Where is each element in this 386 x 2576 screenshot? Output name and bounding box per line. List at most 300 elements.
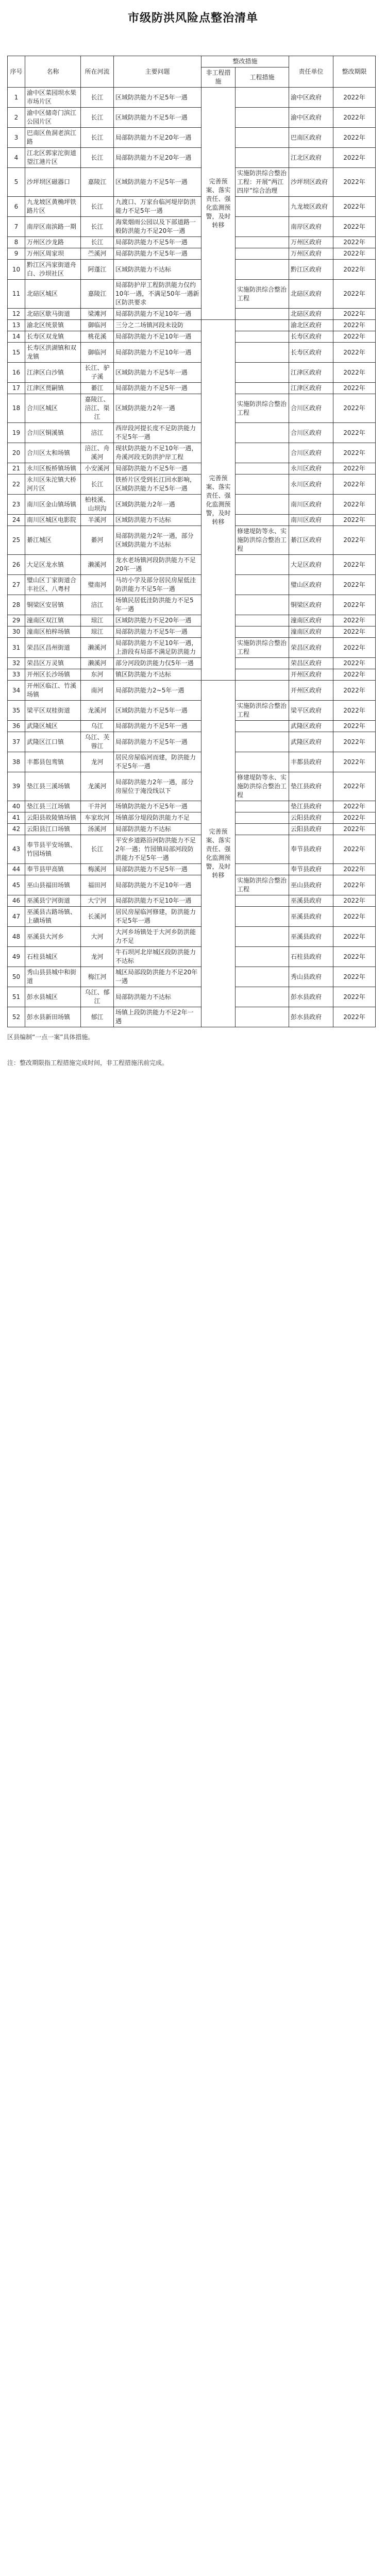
row-river: 龙河 [81, 752, 114, 772]
row-deadline: 2022年 [333, 526, 376, 555]
row-engineering [236, 197, 289, 217]
table-row [8, 237, 376, 248]
row-deadline: 2022年 [333, 947, 376, 967]
row-river: 苎溪河 [81, 248, 114, 260]
row-problem: 区域防洪能力不足5年一遇 [114, 108, 202, 128]
table-row [8, 681, 376, 701]
row-seq: 4 [8, 148, 25, 168]
table-row [8, 108, 376, 128]
row-name: 彭水县新田场镇 [25, 1007, 81, 1027]
row-problem: 局部防洪能力不足5年一遇 [114, 383, 202, 394]
row-engineering [236, 331, 289, 343]
row-deadline: 2022年 [333, 835, 376, 864]
table-body [8, 88, 376, 1027]
row-problem: 局部防洪能力不足5年一遇 [114, 248, 202, 260]
row-deadline: 2022年 [333, 732, 376, 752]
row-engineering: 修建堤防等永、实施防洪综合整治工程 [236, 526, 289, 555]
row-problem: 区域防洪能力不达标 [114, 515, 202, 526]
row-seq: 42 [8, 824, 25, 835]
row-unit: 垫江县政府 [289, 801, 333, 812]
row-engineering [236, 320, 289, 331]
row-unit: 彭水县政府 [289, 1007, 333, 1027]
row-seq: 52 [8, 1007, 25, 1027]
row-river: 半溪河 [81, 515, 114, 526]
row-problem: 局部防护岸工程防洪能力仅约10年一遇，不满足50年一遇新区防洪要求 [114, 280, 202, 309]
row-problem: 三分之二场镇河段未设防 [114, 320, 202, 331]
row-deadline: 2022年 [333, 383, 376, 394]
row-problem: 居民房屋临河而建，防洪能力不足5年一遇 [114, 752, 202, 772]
table-row [8, 947, 376, 967]
row-engineering [236, 895, 289, 907]
table-row [8, 615, 376, 626]
row-unit: 云阳县政府 [289, 812, 333, 824]
row-unit: 潼南区政府 [289, 626, 333, 638]
row-deadline: 2022年 [333, 967, 376, 987]
row-engineering [236, 812, 289, 824]
row-name: 北碚区歇马街道 [25, 309, 81, 320]
row-deadline: 2022年 [333, 721, 376, 732]
row-engineering [236, 927, 289, 947]
row-deadline: 2022年 [333, 88, 376, 108]
row-name: 大足区龙水镇 [25, 555, 81, 575]
row-seq: 47 [8, 907, 25, 927]
row-engineering [236, 108, 289, 128]
row-name: 綦江城区 [25, 526, 81, 555]
row-river: 濑溪河 [81, 658, 114, 669]
row-engineering [236, 732, 289, 752]
row-seq: 49 [8, 947, 25, 967]
row-name: 北碚区城区 [25, 280, 81, 309]
row-name: 石柱县城区 [25, 947, 81, 967]
row-engineering [236, 626, 289, 638]
row-problem: 现状防洪能力不足10年一遇，舟溪河段无防洪护岸工程 [114, 443, 202, 463]
row-unit: 綦江区政府 [289, 526, 333, 555]
row-river: 濑溪河 [81, 555, 114, 575]
row-seq: 50 [8, 967, 25, 987]
row-engineering [236, 575, 289, 595]
row-problem: 场镇防洪能力不足5年一遇 [114, 801, 202, 812]
row-engineering [236, 615, 289, 626]
row-unit: 彭水县政府 [289, 987, 333, 1007]
row-name: 黔江区冯家街道舟白、沙坝社区 [25, 260, 81, 280]
row-seq: 15 [8, 343, 25, 363]
row-unit: 万州区政府 [289, 248, 333, 260]
row-name: 荣昌区万灵镇 [25, 658, 81, 669]
row-river: 琼江 [81, 615, 114, 626]
header-river: 所在河流 [81, 56, 114, 88]
row-name: 巫溪县大河乡 [25, 927, 81, 947]
row-deadline: 2022年 [333, 555, 376, 575]
row-deadline: 2022年 [333, 824, 376, 835]
row-seq: 13 [8, 320, 25, 331]
row-engineering [236, 248, 289, 260]
table-row [8, 801, 376, 812]
row-deadline: 2022年 [333, 801, 376, 812]
row-seq: 38 [8, 752, 25, 772]
row-seq: 12 [8, 309, 25, 320]
table-row [8, 626, 376, 638]
row-seq: 3 [8, 128, 25, 148]
row-engineering: 修建堤防等永、实施防洪综合整治工程 [236, 772, 289, 801]
row-engineering [236, 443, 289, 463]
row-engineering [236, 217, 289, 237]
table-row [8, 812, 376, 824]
row-unit: 江北区政府 [289, 148, 333, 168]
row-river: 长江 [81, 197, 114, 217]
row-river: 嘉陵江、涪江、渠江 [81, 394, 114, 423]
row-name: 合川区太和场镇 [25, 443, 81, 463]
row-engineering [236, 681, 289, 701]
row-deadline: 2022年 [333, 248, 376, 260]
row-seq: 25 [8, 526, 25, 555]
row-name: 南岸区南滨路一期 [25, 217, 81, 237]
row-seq: 34 [8, 681, 25, 701]
row-name: 潼南区双江镇 [25, 615, 81, 626]
row-seq: 18 [8, 394, 25, 423]
row-deadline: 2022年 [333, 148, 376, 168]
row-problem: 西岸段河提长度不足防洪能力不足5年一遇 [114, 423, 202, 443]
row-problem: 牛石坝河北岸城区段防洪能力不达标 [114, 947, 202, 967]
row-deadline: 2022年 [333, 638, 376, 658]
row-seq: 27 [8, 575, 25, 595]
table-row [8, 907, 376, 927]
row-problem: 场镇部分堤段防洪能力不足 [114, 812, 202, 824]
row-unit: 巫溪县政府 [289, 927, 333, 947]
row-engineering: 实施防洪综合整治工程 [236, 638, 289, 658]
row-name: 渝中区菜园坝水果市场片区 [25, 88, 81, 108]
row-problem: 九渡口、万家台临河堤岸防洪能力不足5年一遇 [114, 197, 202, 217]
row-engineering [236, 555, 289, 575]
row-problem: 局部防洪能力不足5年一遇 [114, 732, 202, 752]
row-unit: 万州区政府 [289, 237, 333, 248]
row-river: 车家坎河 [81, 812, 114, 824]
row-deadline: 2022年 [333, 217, 376, 237]
row-engineering [236, 801, 289, 812]
row-engineering [236, 907, 289, 927]
row-name: 巫溪县宁河街道 [25, 895, 81, 907]
row-deadline: 2022年 [333, 895, 376, 907]
row-river: 桃花溪 [81, 331, 114, 343]
row-problem: 局部防洪能力2年一遇，部分区域防洪能力不达标 [114, 526, 202, 555]
row-river: 南河 [81, 681, 114, 701]
row-name: 渝中区储奇门滨江公园片区 [25, 108, 81, 128]
row-problem: 海棠烟雨公园以及下部道路一般防洪能力不足20年一遇 [114, 217, 202, 237]
row-river: 汤溪河 [81, 824, 114, 835]
row-seq: 29 [8, 615, 25, 626]
row-river: 长江 [81, 474, 114, 495]
row-deadline: 2022年 [333, 320, 376, 331]
row-unit: 大足区政府 [289, 555, 333, 575]
row-unit: 南岸区政府 [289, 217, 333, 237]
row-unit: 巴南区政府 [289, 128, 333, 148]
row-seq: 1 [8, 88, 25, 108]
row-name: 长寿区洪湖镇和双龙镇 [25, 343, 81, 363]
row-river: 濑溪河 [81, 638, 114, 658]
row-problem: 平安乡道路沿河防洪能力不足2年一遇；竹园镇局部河段防洪能力不足5年一遇 [114, 835, 202, 864]
row-deadline: 2022年 [333, 772, 376, 801]
row-seq: 7 [8, 217, 25, 237]
table-row [8, 280, 376, 309]
row-problem: 居民房屋临河修建，防洪能力不足5年一遇 [114, 907, 202, 927]
row-seq: 6 [8, 197, 25, 217]
row-unit: 秀山县政府 [289, 967, 333, 987]
table-row [8, 515, 376, 526]
row-problem: 区域防洪能力不足5年一遇 [114, 701, 202, 721]
row-name: 江津区白沙镇 [25, 363, 81, 383]
row-problem: 城区局部段防洪能力不足20年一遇 [114, 967, 202, 987]
footer-note: 注：整改期限指工程措施完成时间，非工程措施汛前完成。 [7, 1059, 169, 1066]
row-unit: 丰都县政府 [289, 752, 333, 772]
row-unit: 合川区政府 [289, 423, 333, 443]
row-unit: 南川区政府 [289, 515, 333, 526]
row-engineering [236, 824, 289, 835]
table-row [8, 927, 376, 947]
row-problem: 龙水老场镇河段防洪能力不足20年一遇 [114, 555, 202, 575]
row-engineering [236, 864, 289, 875]
table-row [8, 197, 376, 217]
risk-point-table [7, 56, 376, 1027]
row-river: 干井河 [81, 801, 114, 812]
table-row [8, 128, 376, 148]
table-row [8, 217, 376, 237]
row-deadline: 2022年 [333, 108, 376, 128]
row-seq: 51 [8, 987, 25, 1007]
table-row [8, 575, 376, 595]
row-unit: 南川区政府 [289, 495, 333, 515]
row-river: 龙溪河 [81, 701, 114, 721]
row-engineering [236, 835, 289, 864]
row-deadline: 2022年 [333, 615, 376, 626]
row-engineering [236, 383, 289, 394]
row-engineering [236, 658, 289, 669]
row-unit: 垫江县政府 [289, 772, 333, 801]
row-river: 梁滩河 [81, 309, 114, 320]
row-name: 巫溪县古路场镇、上磺场镇 [25, 907, 81, 927]
nonengineering-measure-cell: 完善预案、落实责任、强化监测预警，及时转移 [202, 681, 236, 1027]
row-river: 龙河 [81, 947, 114, 967]
row-engineering [236, 669, 289, 681]
row-seq: 21 [8, 463, 25, 474]
row-river: 柏枝溪、山坝沟 [81, 495, 114, 515]
table-row [8, 772, 376, 801]
row-unit: 长寿区政府 [289, 343, 333, 363]
row-unit: 江津区政府 [289, 383, 333, 394]
row-name: 璧山区丁家街道合丰社区、八粤村 [25, 575, 81, 595]
row-seq: 36 [8, 721, 25, 732]
table-row [8, 168, 376, 197]
row-unit: 合川区政府 [289, 443, 333, 463]
row-unit: 渝中区政府 [289, 108, 333, 128]
row-deadline: 2022年 [333, 309, 376, 320]
row-river: 长江 [81, 237, 114, 248]
row-name: 云阳县故陵镇场镇 [25, 812, 81, 824]
row-river: 长江 [81, 88, 114, 108]
row-seq: 39 [8, 772, 25, 801]
row-problem: 局部防洪能力不足5年一遇 [114, 237, 202, 248]
row-deadline: 2022年 [333, 575, 376, 595]
table-row [8, 555, 376, 575]
header-problem: 主要问题 [114, 56, 202, 88]
row-name: 云阳县江口场镇 [25, 824, 81, 835]
header-deadline: 整改期限 [333, 56, 376, 88]
row-engineering [236, 343, 289, 363]
row-seq: 43 [8, 835, 25, 864]
row-engineering [236, 260, 289, 280]
table-row [8, 248, 376, 260]
table-row [8, 526, 376, 555]
row-problem: 大河乡场镇处于大河乡防洪能力不足 [114, 927, 202, 947]
row-name: 秀山县县城中和街道 [25, 967, 81, 987]
row-name: 开州区长沙场镇 [25, 669, 81, 681]
row-seq: 41 [8, 812, 25, 824]
row-seq: 23 [8, 495, 25, 515]
row-name: 武隆区城区 [25, 721, 81, 732]
row-unit: 荣昌区政府 [289, 658, 333, 669]
row-unit: 合川区政府 [289, 394, 333, 423]
row-engineering [236, 309, 289, 320]
table-row [8, 443, 376, 463]
row-seq: 8 [8, 237, 25, 248]
table-row [8, 638, 376, 658]
row-river: 龙溪河 [81, 772, 114, 801]
table-header [8, 56, 376, 88]
row-name: 巴南区鱼洞老滨江路 [25, 128, 81, 148]
row-seq: 32 [8, 658, 25, 669]
row-seq: 2 [8, 108, 25, 128]
table-row [8, 658, 376, 669]
row-river: 嘉陵江 [81, 168, 114, 197]
row-unit: 巫溪县政府 [289, 907, 333, 927]
row-engineering [236, 947, 289, 967]
row-seq: 10 [8, 260, 25, 280]
row-deadline: 2022年 [333, 515, 376, 526]
row-river: 福田河 [81, 875, 114, 895]
table-row [8, 331, 376, 343]
table-row [8, 835, 376, 864]
row-name: 九龙坡区黄桷坪铁路片区 [25, 197, 81, 217]
row-name: 巫山县福田场镇 [25, 875, 81, 895]
table-row [8, 88, 376, 108]
table-row [8, 752, 376, 772]
table-row [8, 260, 376, 280]
row-unit: 江津区政府 [289, 363, 333, 383]
row-problem: 局部防洪能力不足10年一遇 [114, 875, 202, 895]
row-deadline: 2022年 [333, 681, 376, 701]
row-name: 永川区板桥镇场镇 [25, 463, 81, 474]
row-name: 沙坪坝区磁器口 [25, 168, 81, 197]
row-name: 丰都县包鸾镇 [25, 752, 81, 772]
row-deadline: 2022年 [333, 474, 376, 495]
row-unit: 奉节县政府 [289, 835, 333, 864]
row-seq: 46 [8, 895, 25, 907]
row-river: 大河 [81, 927, 114, 947]
row-name: 奉节县甲高镇 [25, 864, 81, 875]
row-deadline: 2022年 [333, 237, 376, 248]
row-engineering [236, 721, 289, 732]
row-unit: 云阳县政府 [289, 824, 333, 835]
row-deadline: 2022年 [333, 752, 376, 772]
row-unit: 永川区政府 [289, 463, 333, 474]
row-deadline: 2022年 [333, 128, 376, 148]
row-name: 开州区临江、竹溪场镇 [25, 681, 81, 701]
row-deadline: 2022年 [333, 331, 376, 343]
row-problem: 局部防洪能力不足10年一遇 [114, 895, 202, 907]
row-unit: 潼南区政府 [289, 615, 333, 626]
row-unit: 九龙坡区政府 [289, 197, 333, 217]
row-engineering [236, 474, 289, 495]
row-seq: 31 [8, 638, 25, 658]
row-problem: 局部防洪能力不足10年一遇 [114, 331, 202, 343]
document-title: 市级防洪风险点整治清单 [127, 12, 258, 25]
row-river: 大宁河 [81, 895, 114, 907]
row-engineering: 实施防洪综合整治工程 [236, 875, 289, 895]
header-nonengineering: 非工程措施 [202, 67, 236, 88]
row-engineering [236, 463, 289, 474]
row-seq: 37 [8, 732, 25, 752]
row-deadline: 2022年 [333, 875, 376, 895]
row-seq: 20 [8, 443, 25, 463]
row-river: 乌江、芙蓉江 [81, 732, 114, 752]
nonengineering-measure-cell: 完善预案、落实责任、强化监测预警，及时转移 [202, 320, 236, 681]
row-river: 綦河 [81, 526, 114, 555]
table-row [8, 320, 376, 331]
table-row [8, 363, 376, 383]
row-problem: 局部防洪能力2年一遇，部分房屋位于淹没线以下 [114, 772, 202, 801]
row-deadline: 2022年 [333, 812, 376, 824]
row-problem: 局部防洪能力不足10年一遇 [114, 309, 202, 320]
row-deadline: 2022年 [333, 197, 376, 217]
row-engineering [236, 88, 289, 108]
row-engineering [236, 128, 289, 148]
row-unit: 永川区政府 [289, 474, 333, 495]
row-river: 长江 [81, 835, 114, 864]
table-row [8, 343, 376, 363]
header-unit: 责任单位 [289, 56, 333, 88]
row-seq: 24 [8, 515, 25, 526]
row-problem: 区域防洪能力不足5年一遇 [114, 363, 202, 383]
row-engineering: 实施防洪综合整治工程：开展“两江四岸”综合治理 [236, 168, 289, 197]
row-problem: 区域防洪能力不足5年一遇 [114, 168, 202, 197]
row-problem: 区域防洪能力不达标 [114, 260, 202, 280]
row-river: 东河 [81, 669, 114, 681]
row-seq: 33 [8, 669, 25, 681]
row-river: 长江 [81, 148, 114, 168]
row-seq: 26 [8, 555, 25, 575]
row-deadline: 2022年 [333, 595, 376, 615]
row-problem: 场镇上段防洪能力不足2年一遇 [114, 1007, 202, 1027]
row-river: 璧南河 [81, 575, 114, 595]
row-seq: 11 [8, 280, 25, 309]
table-row [8, 394, 376, 423]
row-deadline: 2022年 [333, 280, 376, 309]
row-unit: 梁平区政府 [289, 701, 333, 721]
row-name: 奉节县平安场镇、竹园场镇 [25, 835, 81, 864]
row-river: 御临河 [81, 320, 114, 331]
row-seq: 40 [8, 801, 25, 812]
row-problem: 局部防洪能力不足10年一遇 [114, 343, 202, 363]
row-seq: 28 [8, 595, 25, 615]
table-row [8, 148, 376, 168]
row-engineering [236, 595, 289, 615]
row-seq: 35 [8, 701, 25, 721]
table-row [8, 824, 376, 835]
row-river: 涪江 [81, 423, 114, 443]
row-unit: 开州区政府 [289, 681, 333, 701]
row-river: 长溪河 [81, 907, 114, 927]
row-engineering [236, 1007, 289, 1027]
row-deadline: 2022年 [333, 423, 376, 443]
row-seq: 17 [8, 383, 25, 394]
